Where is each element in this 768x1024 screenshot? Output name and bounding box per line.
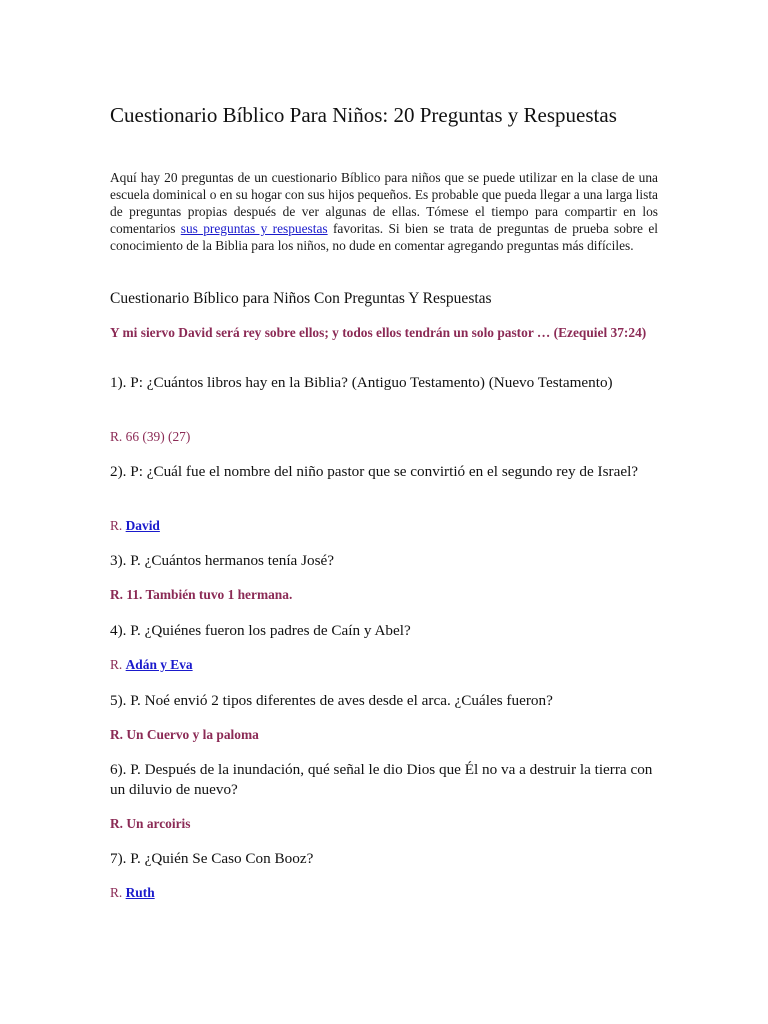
bible-verse: Y mi siervo David será rey sobre ellos; y todos ellos tendrán un solo pastor … (Ezequiel 37:24) xyxy=(110,325,647,340)
answer-text: R. 11. También tuvo 1 hermana. xyxy=(110,587,293,602)
answer-link-ruth[interactable]: Ruth xyxy=(125,885,155,900)
answer-5 xyxy=(110,726,658,744)
answer-link-david[interactable]: David xyxy=(125,518,160,533)
answer-7 xyxy=(110,884,658,902)
answer-text: R. xyxy=(110,885,126,900)
answer-text: R. xyxy=(110,518,126,533)
answer-2 xyxy=(110,517,658,535)
answer-text: R. Un arcoiris xyxy=(110,816,191,831)
answer-1 xyxy=(110,428,658,446)
answer-3 xyxy=(110,586,658,604)
answer-text: R. 66 (39) (27) xyxy=(110,429,191,444)
answer-4 xyxy=(110,656,658,674)
answer-text: R. Un Cuervo y la paloma xyxy=(110,727,259,742)
question-2: 2). P: ¿Cuál fue el nombre del niño pastor que se convirtió en el segundo rey de Israel? xyxy=(110,463,639,480)
intro-text-before-link: Aquí hay 20 preguntas de un cuestionario Bíblico para niños que se puede utilizar en la clase de una escuela dominical o en su hogar con sus hijos pequeños. Es probable que pueda llegar a una larga lista de preguntas propias después de ver algunas de ellas. Tómese el tiempo para compartir en los comentarios xyxy=(110,170,658,236)
comments-link[interactable]: sus preguntas y respuestas xyxy=(180,221,328,236)
answer-6 xyxy=(110,815,658,833)
question-4: 4). P. ¿Quiénes fueron los padres de Caín y Abel? xyxy=(110,622,411,639)
section-heading: Cuestionario Bíblico para Niños Con Preguntas Y Respuestas xyxy=(110,290,492,307)
question-7: 7). P. ¿Quién Se Caso Con Booz? xyxy=(110,850,314,867)
question-3: 3). P. ¿Cuántos hermanos tenía José? xyxy=(110,552,334,569)
answer-text: R. xyxy=(110,657,126,672)
question-6: 6). P. Después de la inundación, qué señal le dio Dios que Él no va a destruir la tierra con un diluvio de nuevo? xyxy=(110,761,653,798)
intro-paragraph xyxy=(110,169,658,254)
intro-text-after-link: favoritas. Si bien se trata de preguntas de prueba sobre el conocimiento de la Biblia para los niños, no dude en comentar agregando preguntas más difíciles. xyxy=(110,221,658,253)
page-title: Cuestionario Bíblico Para Niños: 20 Preguntas y Respuestas xyxy=(110,103,617,127)
question-5: 5). P. Noé envió 2 tipos diferentes de aves desde el arca. ¿Cuáles fueron? xyxy=(110,692,553,709)
question-1: 1). P: ¿Cuántos libros hay en la Biblia? (Antiguo Testamento) (Nuevo Testamento) xyxy=(110,374,613,391)
answer-link-adan-y-eva[interactable]: Adán y Eva xyxy=(125,657,193,672)
